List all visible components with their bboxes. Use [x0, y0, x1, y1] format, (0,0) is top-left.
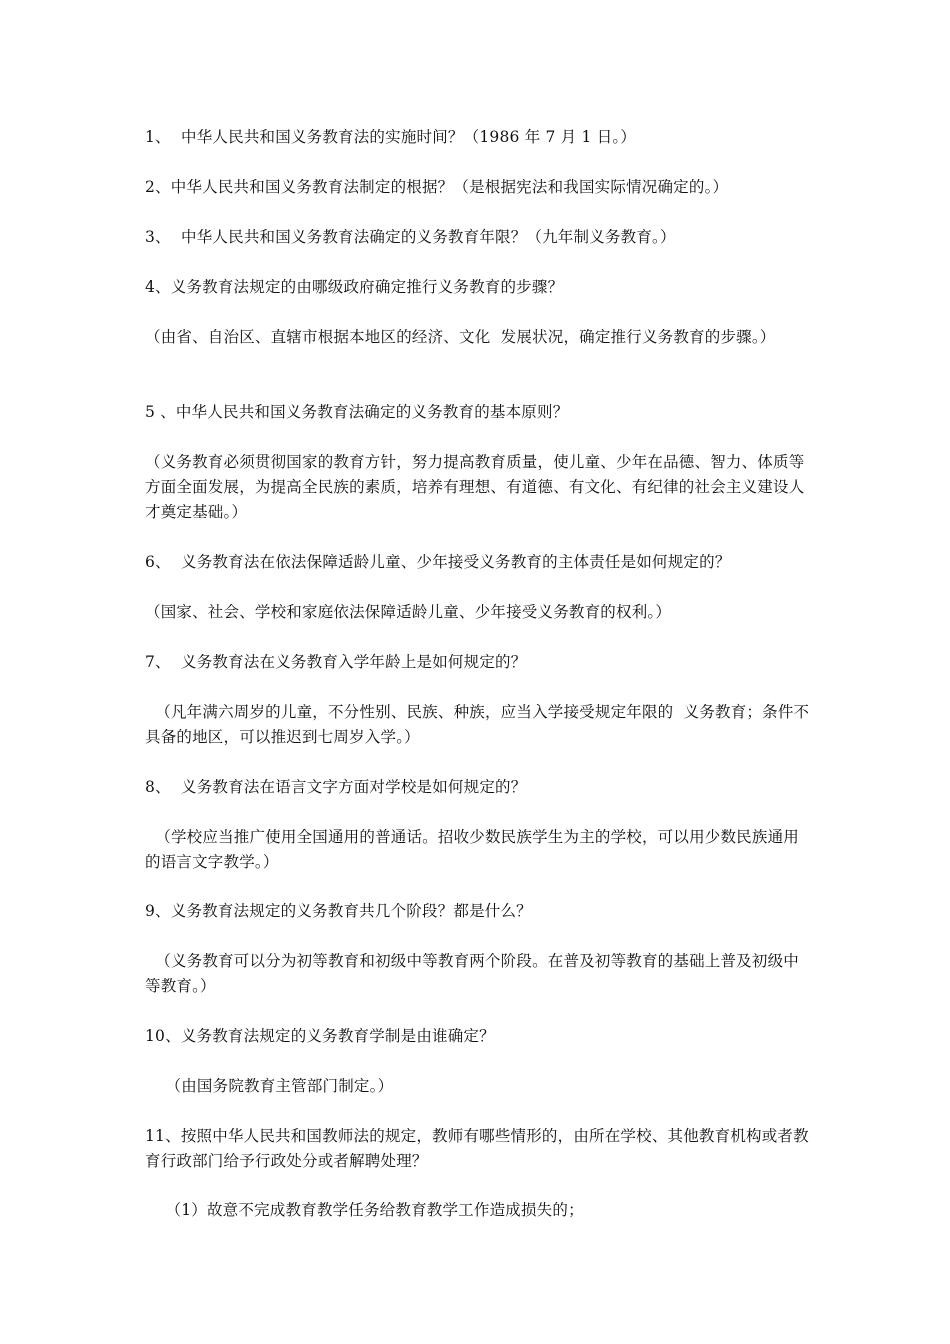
- answer-11-item-1: （1）故意不完成教育教学任务给教育教学工作造成损失的；: [145, 1201, 584, 1219]
- answer-7: （凡年满六周岁的儿童，不分性别、民族、种族，应当入学接受规定年限的 义务教育；条件不具备的地区，可以推迟到七周岁入学。）: [145, 703, 810, 746]
- question-8: 8、 义务教育法在语言文字方面对学校是如何规定的？: [145, 778, 527, 796]
- question-6: 6、 义务教育法在依法保障适龄儿童、少年接受义务教育的主体责任是如何规定的？: [145, 553, 731, 571]
- question-7: 7、 义务教育法在义务教育入学年龄上是如何规定的？: [145, 653, 527, 671]
- question-11: 11、按照中华人民共和国教师法的规定，教师有哪些情形的，由所在学校、其他教育机构或者教育行政部门给予行政处分或者解聘处理？: [145, 1127, 809, 1170]
- answer-8: （学校应当推广使用全国通用的普通话。招收少数民族学生为主的学校，可以用少数民族通用的语言文字教学。）: [145, 828, 799, 871]
- question-5: 5 、中华人民共和国义务教育法确定的义务教育的基本原则？: [145, 403, 569, 421]
- question-3: 3、 中华人民共和国义务教育法确定的义务教育年限？（九年制义务教育。）: [145, 228, 676, 246]
- answer-9: （义务教育可以分为初等教育和初级中等教育两个阶段。在普及初等教育的基础上普及初级中等教育。）: [145, 952, 799, 995]
- answer-6: （国家、社会、学校和家庭依法保障适龄儿童、少年接受义务教育的权利。）: [145, 603, 672, 621]
- question-4: 4、义务教育法规定的由哪级政府确定推行义务教育的步骤？: [145, 278, 564, 296]
- question-10: 10、义务教育法规定的义务教育学制是由谁确定？: [145, 1027, 495, 1045]
- question-9: 9、义务教育法规定的义务教育共几个阶段？都是什么？: [145, 902, 532, 920]
- answer-10: （由国务院教育主管部门制定。）: [145, 1077, 394, 1095]
- answer-5: （义务教育必须贯彻国家的教育方针，努力提高教育质量，使儿童、少年在品德、智力、体质等方面全面发展，为提高全民族的素质，培养有理想、有道德、有文化、有纪律的社会主义建设人才奠定基础。）: [145, 453, 805, 521]
- question-1: 1、 中华人民共和国义务教育法的实施时间？（1986 年 7 月 1 日。）: [145, 128, 637, 146]
- answer-4: （由省、自治区、直辖市根据本地区的经济、文化 发展状况，确定推行义务教育的步骤。）: [145, 328, 776, 346]
- question-2: 2、中华人民共和国义务教育法制定的根据？（是根据宪法和我国实际情况确定的。）: [145, 178, 729, 196]
